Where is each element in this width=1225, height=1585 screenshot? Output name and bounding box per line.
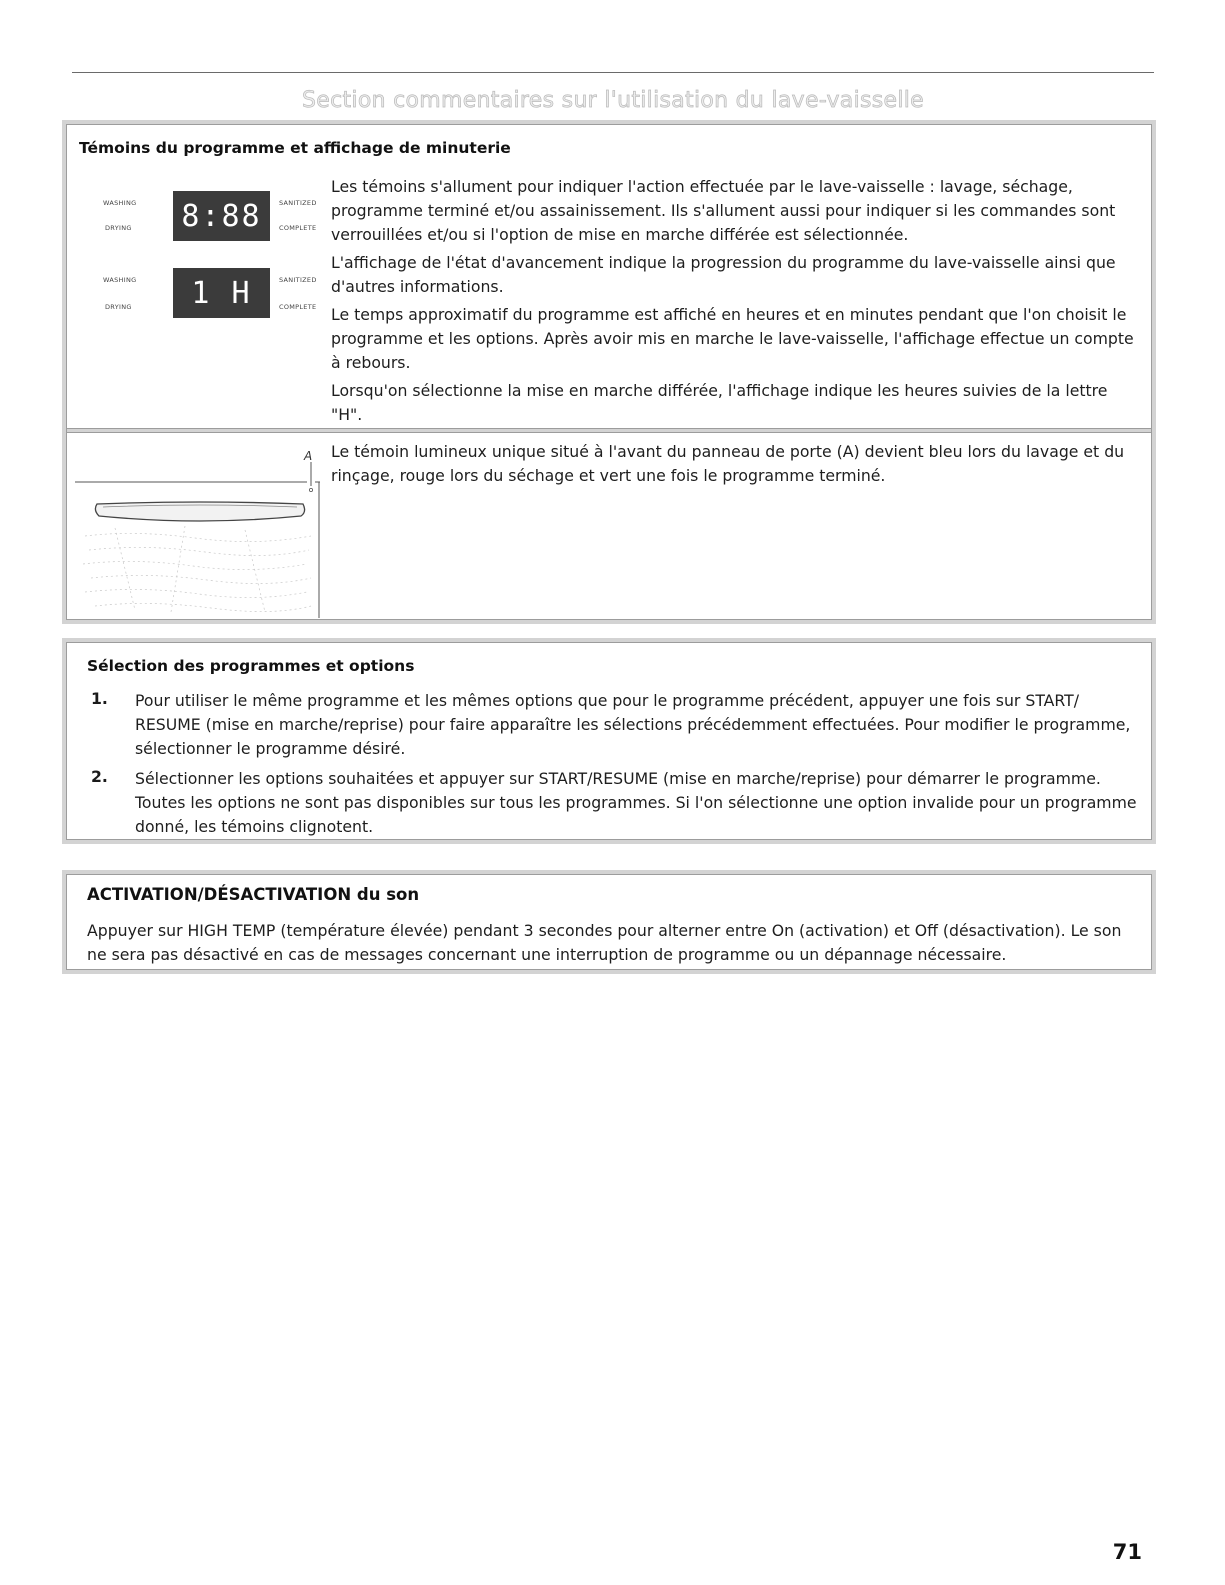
indicators-paragraph: L'affichage de l'état d'avancement indique la progression du programme du lave-vaisselle ainsi que d'autres informations. <box>331 253 1116 296</box>
sound-heading: ACTIVATION/DÉSACTIVATION du son <box>87 885 420 904</box>
door-panel-illustration <box>75 440 325 620</box>
page-number: 71 <box>1112 1540 1142 1564</box>
list-text: Sélectionner les options souhaitées et appuyer sur START/RESUME (mise en marche/reprise) pour démarrer le programme. Toutes les options ne sont pas disponibles sur tous les programmes. Si l'on sélectionne une option invalide pour un programme donné, les témoins clignotent. <box>135 769 1137 836</box>
lcd-display-delay <box>173 268 270 318</box>
label-sanitized: SANITIZED <box>279 199 317 207</box>
indicators-box <box>62 120 1156 624</box>
selection-list <box>91 689 1141 845</box>
indicators-paragraph: Les témoins s'allument pour indiquer l'action effectuée par le lave-vaisselle : lavage, séchage, programme terminé et/ou assainissement. Ils s'allument aussi pour indiquer si les commandes sont verrouillées et/ou si l'option de mise en marche différée est sélectionnée. <box>331 177 1116 244</box>
selection-heading: Sélection des programmes et options <box>87 657 415 675</box>
label-complete: COMPLETE <box>279 303 317 311</box>
lcd-readout-delay: 1 H <box>191 275 252 311</box>
label-drying: DRYING <box>105 303 132 311</box>
label-washing: WASHING <box>103 276 137 284</box>
lcd-display-timer <box>173 191 270 241</box>
list-number: 2. <box>91 767 108 786</box>
sound-text: Appuyer sur HIGH TEMP (température élevée) pendant 3 secondes pour alterner entre On (activation) et Off (désactivation). Le son ne sera pas désactivé en cas de messages concernant une interruption de programme ou un dépannage nécessaire. <box>87 921 1122 964</box>
indicators-paragraph: Lorsqu'on sélectionne la mise en marche différée, l'affichage indique les heures suivies de la lettre "H". <box>331 381 1108 424</box>
label-drying: DRYING <box>105 224 132 232</box>
list-item <box>91 689 1141 761</box>
inner-divider <box>67 428 1151 433</box>
door-label-a: A <box>304 449 313 463</box>
label-washing: WASHING <box>103 199 137 207</box>
lcd-panel-timer <box>91 191 326 251</box>
indicators-paragraph: Le temps approximatif du programme est affiché en heures et en minutes pendant que l'on choisit le programme et les options. Après avoir mis en marche le lave-vaisselle, l'affichage effectue un compte à rebours. <box>331 305 1134 372</box>
indicators-text <box>331 175 1141 427</box>
section-title: Section commentaires sur l'utilisation du lave-vaisselle <box>301 88 924 113</box>
list-number: 1. <box>91 689 108 708</box>
door-paragraph: Le témoin lumineux unique situé à l'avant du panneau de porte (A) devient bleu lors du lavage et du rinçage, rouge lors du séchage et vert une fois le programme terminé. <box>331 442 1125 485</box>
label-sanitized: SANITIZED <box>279 276 317 284</box>
list-text: Pour utiliser le même programme et les mêmes options que pour le programme précédent, appuyer une fois sur START/ RESUME (mise en marche/reprise) pour faire apparaître les sélections précédemment effectuées. Pour modifier le programme, sélectionner le programme désiré. <box>135 691 1131 758</box>
sound-box <box>62 870 1156 974</box>
list-item <box>91 767 1141 839</box>
lcd-readout-timer: 8:88 <box>181 198 262 234</box>
selection-box <box>62 638 1156 844</box>
lcd-panel-delay <box>91 268 326 328</box>
label-complete: COMPLETE <box>279 224 317 232</box>
top-rule <box>72 72 1154 73</box>
indicators-heading: Témoins du programme et affichage de minuterie <box>79 139 511 157</box>
